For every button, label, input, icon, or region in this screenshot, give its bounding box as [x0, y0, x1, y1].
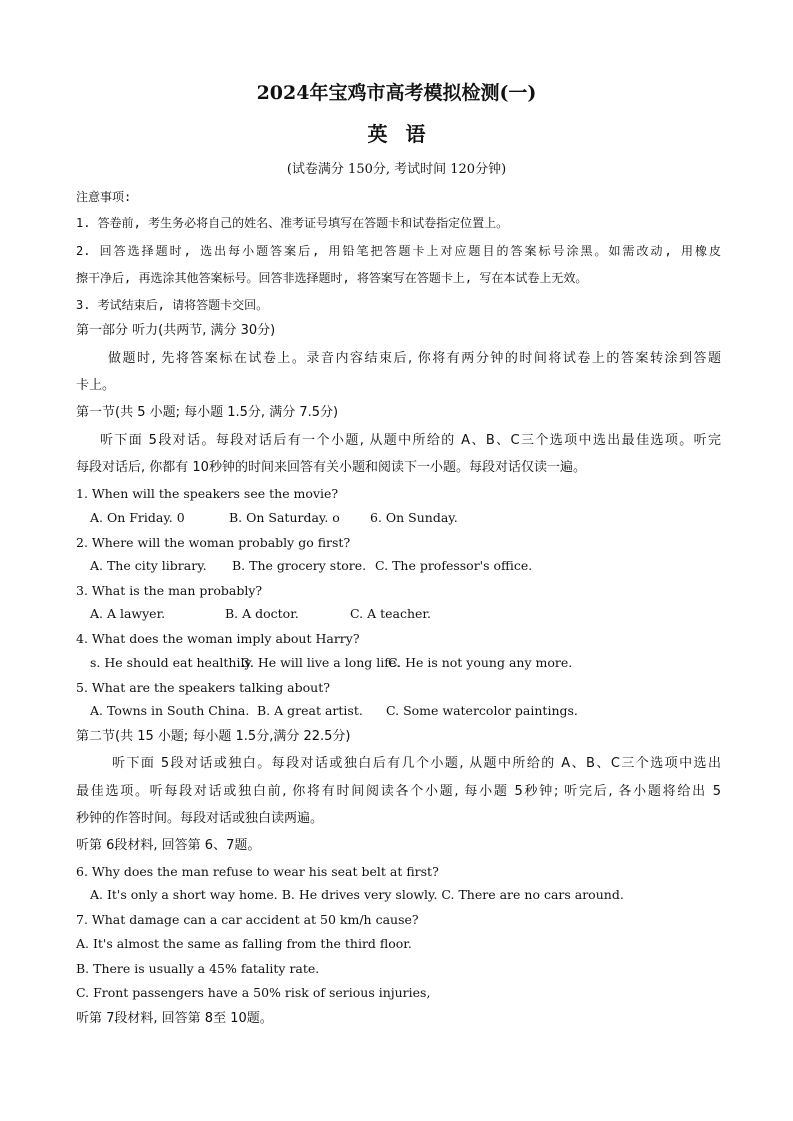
option-b: 3. He will live a long life.	[242, 655, 401, 670]
material-6-label: 听第 6段材料, 回答第 6、7题。	[76, 838, 261, 853]
notice-item-2a: 2. 回答选择题时, 选出每小题答案后, 用铅笔把答题卡上对应题目的答案标号涂黑。如需改动, 用橡皮	[76, 244, 721, 258]
question-6: 6. Why does the man refuse to wear his seat belt at first?	[76, 864, 439, 879]
notice-item-1: 1. 答卷前, 考生务必将自己的姓名、准考证号填写在答题卡和试卷指定位置上。	[76, 216, 509, 230]
question-7-option-a: A. It's almost the same as falling from the third floor.	[76, 936, 412, 951]
option-c: C. Some watercolor paintings.	[386, 703, 578, 718]
option-b: B. A great artist.	[257, 703, 363, 718]
option-a: A. On Friday. 0	[90, 510, 185, 525]
option-a: A. A lawyer.	[90, 606, 166, 621]
notice-heading: 注意事项:	[76, 190, 132, 204]
question-7-option-b: B. There is usually a 45% fatality rate.	[76, 961, 320, 976]
section2-intro-b: 最佳选项。听每段对话或独白前, 你将有时间阅读各个小题, 每小题 5秒钟; 听完后, 各小题将给出 5	[76, 784, 721, 799]
notice-item-2b: 擦干净后, 再选涂其他答案标号。回答非选择题时, 将答案写在答题卡上, 写在本试卷上无效。	[76, 271, 588, 285]
option-a: s. He should eat healthily.	[90, 655, 254, 670]
section2-intro-c: 秒钟的作答时间。每段对话或独白读两遍。	[76, 811, 324, 826]
option-a: A. Towns in South China.	[90, 703, 250, 718]
section2-intro-a: 听下面 5段对话或独白。每段对话或独白后有几个小题, 从题中所给的 A、B、C三个选项中选出	[112, 756, 721, 771]
section1-intro-a: 听下面 5段对话。每段对话后有一个小题, 从题中所给的 A、B、C三个选项中选出最佳选项。听完	[100, 433, 721, 448]
part1-heading: 第一部分 听力(共两节, 满分 30分)	[76, 323, 276, 338]
question-7-option-c: C. Front passengers have a 50% risk of serious injuries,	[76, 985, 431, 1000]
option-b: B. On Saturday. o	[229, 510, 340, 525]
question-2: 2. Where will the woman probably go first?	[76, 535, 351, 550]
section2-heading: 第二节(共 15 小题; 每小题 1.5分,满分 22.5分)	[76, 729, 351, 744]
option-b: B. A doctor.	[225, 606, 299, 621]
question-1: 1. When will the speakers see the movie?	[76, 486, 339, 501]
question-6-options: A. It's only a short way home. B. He drives very slowly. C. There are no cars around.	[90, 887, 624, 902]
option-c: C. He is not young any more.	[388, 655, 573, 670]
option-c: 6. On Sunday.	[370, 510, 458, 525]
question-3: 3. What is the man probably?	[76, 583, 263, 598]
section1-heading: 第一节(共 5 小题; 每小题 1.5分, 满分 7.5分)	[76, 405, 339, 420]
option-c: C. A teacher.	[350, 606, 431, 621]
subject-title: 英语	[367, 122, 444, 146]
part1-intro-b: 卡上。	[76, 378, 116, 393]
notice-item-3: 3. 考试结束后, 请将答题卡交回。	[76, 298, 269, 312]
material-7-label: 听第 7段材料, 回答第 8至 10题。	[76, 1011, 273, 1026]
exam-title: 2024年宝鸡市高考模拟检测(一)	[256, 82, 537, 104]
exam-subtitle: (试卷满分 150分, 考试时间 120分钟)	[286, 162, 507, 177]
section1-intro-b: 每段对话后, 你都有 10秒钟的时间来回答有关小题和阅读下一小题。每段对话仅读一遍。	[76, 460, 586, 475]
question-7: 7. What damage can a car accident at 50 km/h cause?	[76, 912, 419, 927]
option-c: C. The professor's office.	[375, 558, 533, 573]
part1-intro-a: 做题时, 先将答案标在试卷上。录音内容结束后, 你将有两分钟的时间将试卷上的答案转涂到答题	[108, 351, 721, 366]
option-a: A. The city library.	[90, 558, 207, 573]
option-b: B. The grocery store.	[232, 558, 367, 573]
question-5: 5. What are the speakers talking about?	[76, 680, 330, 695]
question-4: 4. What does the woman imply about Harry?	[76, 631, 360, 646]
